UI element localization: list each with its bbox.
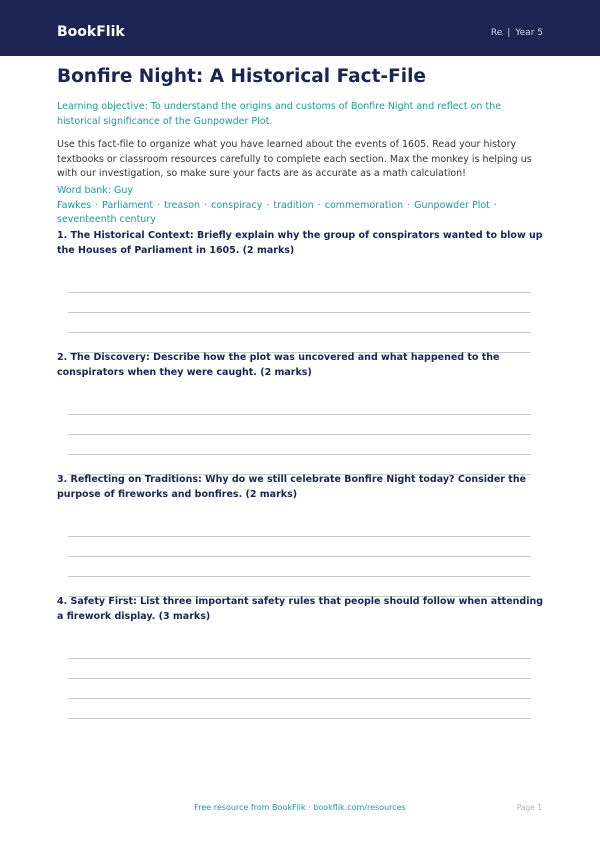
- word-bank-item: conspiracy: [211, 199, 263, 211]
- answer-line-q2-2[interactable]: [68, 434, 531, 435]
- answer-line-q1-2[interactable]: [68, 312, 531, 313]
- word-bank-item: seventeenth century: [57, 214, 156, 225]
- answer-line-q2-3[interactable]: [68, 454, 531, 455]
- word-bank-item: tradition: [273, 199, 314, 211]
- word-bank-label: Word bank:: [57, 185, 112, 196]
- word-bank: Word bank: Guy Fawkes · Parliament · treason · conspiracy · tradition · commemoration · Gunpowder Plot · seventeenth century: [57, 185, 497, 225]
- answer-line-q3-1[interactable]: [68, 536, 531, 537]
- page-number: Page 1: [516, 803, 542, 812]
- word-bank-item: Gunpowder Plot: [414, 199, 490, 211]
- answer-line-q2-1[interactable]: [68, 414, 531, 415]
- brand-logo-text: BookFlik: [57, 24, 125, 40]
- header-separator: |: [507, 28, 511, 38]
- word-bank-item: Parliament: [102, 199, 154, 211]
- header-bar: [0, 0, 600, 56]
- answer-line-q1-3[interactable]: [68, 332, 531, 333]
- answer-line-q3-3[interactable]: [68, 576, 531, 577]
- answer-line-q4-3[interactable]: [68, 698, 531, 699]
- answer-line-q4-1[interactable]: [68, 658, 531, 659]
- footer-text: Free resource from BookFlik · bookflik.com/resources: [194, 803, 406, 812]
- header-year: Year 5: [515, 28, 543, 38]
- question-1: 1. The Historical Context: Briefly explain why the group of conspirators wanted to blow up the Houses of Parliament in 1605. (2 marks): [57, 230, 543, 256]
- answer-line-q4-4[interactable]: [68, 718, 531, 719]
- word-bank-item: treason: [164, 199, 201, 211]
- question-3: 3. Reflecting on Traditions: Why do we still celebrate Bonfire Night today? Consider the purpose of fireworks and bonfires. (2 marks): [57, 474, 527, 500]
- page-title: Bonfire Night: A Historical Fact-File: [57, 66, 426, 87]
- learning-objective: Learning objective: To understand the origins and customs of Bonfire Night and reflect on the historical significance of the Gunpowder Plot.: [57, 101, 502, 127]
- intro-paragraph: Use this fact-file to organize what you have learned about the events of 1605. Read your history textbooks or classroom resources carefully to complete each section. Max the monkey is helping us with our investigation, so make sure your facts are as accurate as a math calculation!: [57, 139, 532, 179]
- question-4: 4. Safety First: List three important safety rules that people should follow when attending a firework display. (3 marks): [57, 596, 544, 622]
- answer-line-q3-2[interactable]: [68, 556, 531, 557]
- header-meta: [491, 27, 543, 39]
- answer-line-q4-2[interactable]: [68, 678, 531, 679]
- word-bank-item: commemoration: [324, 199, 404, 211]
- answer-line-q1-1[interactable]: [68, 292, 531, 293]
- header-subject: Re: [490, 28, 503, 38]
- word-bank-item: Guy Fawkes: [57, 185, 134, 211]
- question-2: 2. The Discovery: Describe how the plot was uncovered and what happened to the conspirators when they were caught. (2 marks): [57, 352, 500, 378]
